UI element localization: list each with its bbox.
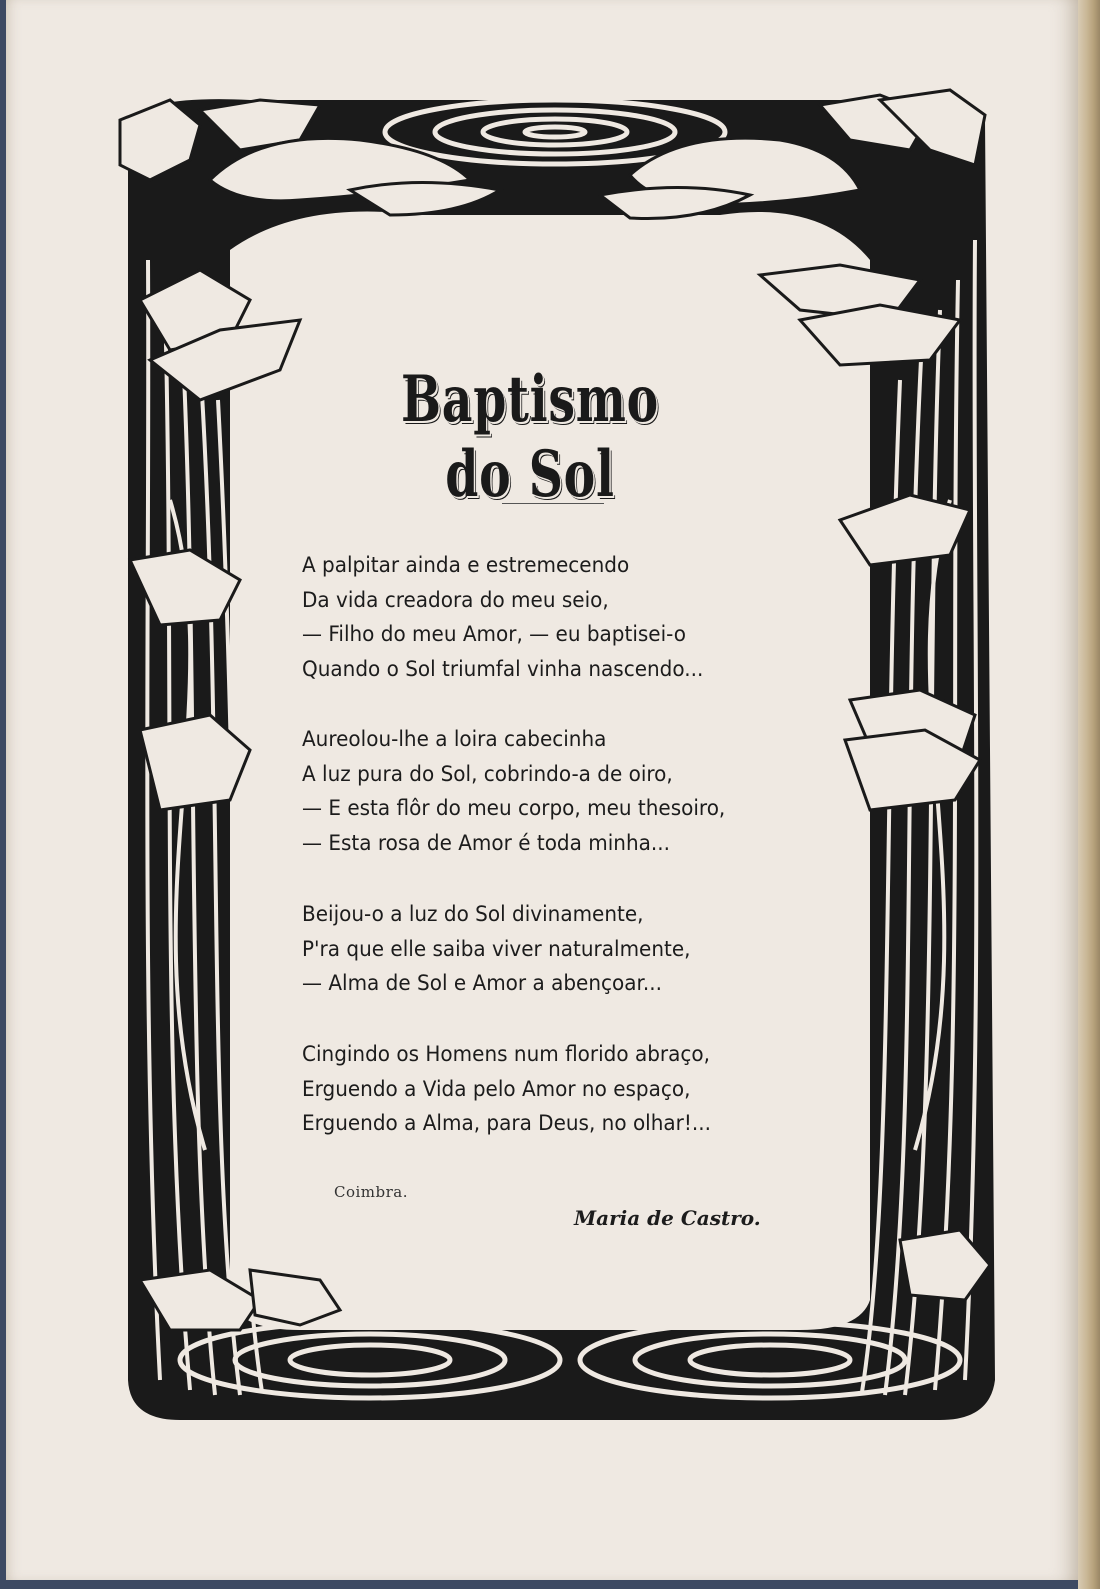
verse-line: — E esta flôr do meu corpo, meu thesoiro,	[302, 796, 726, 821]
verse-line: Cingindo os Homens num florido abraço,	[302, 1042, 710, 1067]
verse-line: A luz pura do Sol, cobrindo-a de oiro,	[302, 761, 673, 787]
verse-line: P'ra que elle saiba viver naturalmente,	[302, 936, 691, 962]
stanza-2	[302, 723, 757, 861]
poem-title: Baptismo do Sol	[401, 362, 659, 512]
verse-line: Erguendo a Vida pelo Amor no espaço,	[302, 1076, 691, 1102]
verse-line: — Filho do meu Amor, — eu baptisei-o	[302, 622, 686, 647]
verse-line: — Alma de Sol e Amor a abençoar...	[302, 971, 662, 996]
verse-line: Da vida creadora do meu seio,	[302, 587, 609, 613]
verse-line: Erguendo a Alma, para Deus, no olhar!...	[302, 1111, 711, 1136]
verse-line: Beijou-o a luz do Sol divinamente,	[302, 902, 644, 927]
verse-line: Quando o Sol triumfal vinha nascendo...	[302, 656, 704, 682]
title-divider	[502, 503, 604, 504]
verse-line: Aureolou-lhe a loira cabecinha	[302, 727, 607, 752]
author-signature: Maria de Castro.	[574, 1206, 761, 1230]
stanza-4	[302, 1038, 742, 1142]
stanza-1	[302, 549, 734, 687]
place-name: Coimbra.	[334, 1183, 409, 1201]
verse-line: A palpitar ainda e estremecendo	[302, 553, 630, 578]
verse-line: — Esta rosa de Amor é toda minha...	[302, 830, 670, 856]
stanza-3	[302, 898, 720, 1002]
